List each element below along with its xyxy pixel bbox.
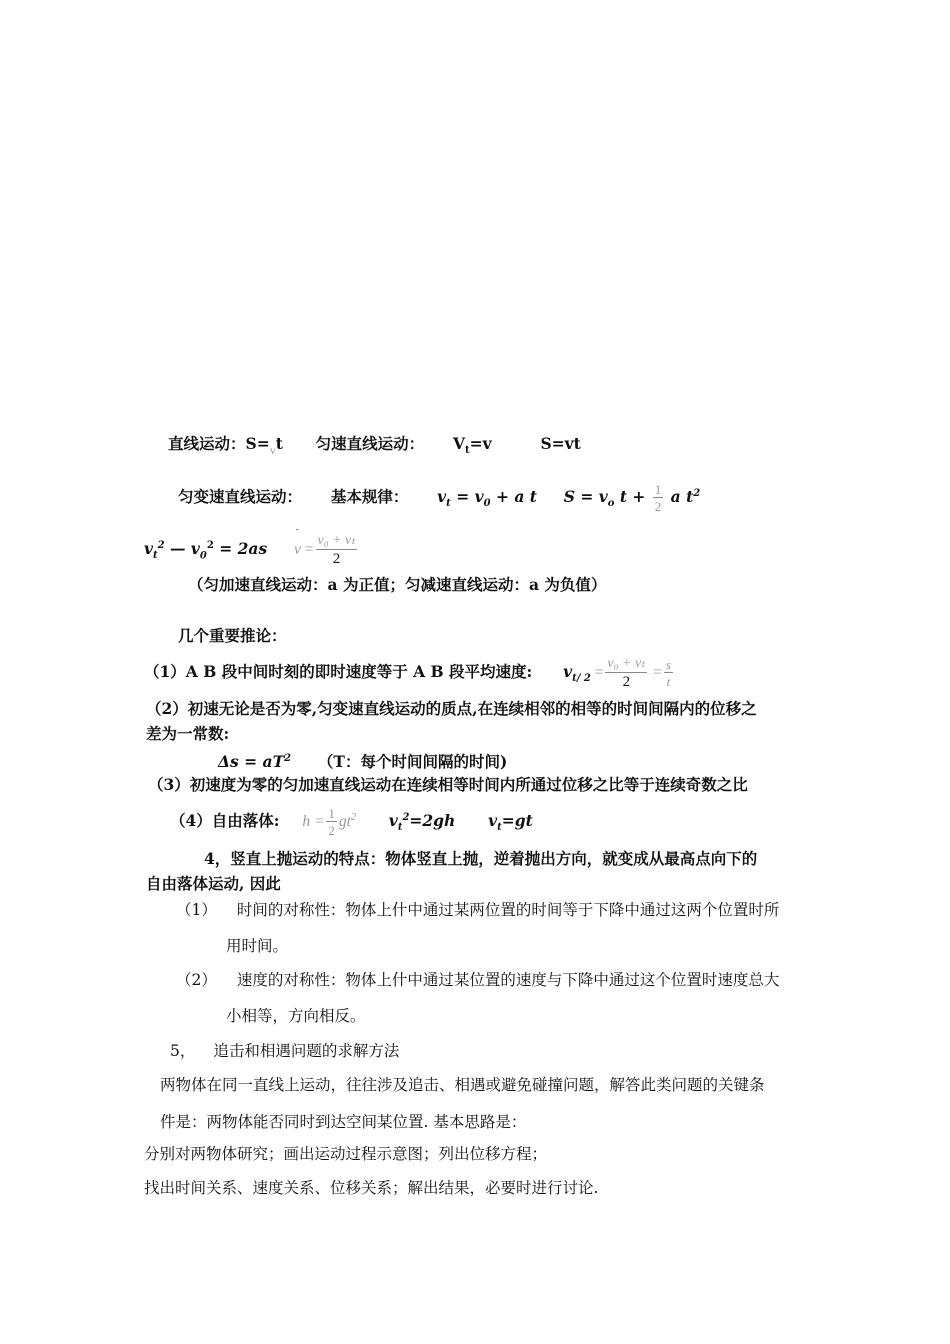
inferences-heading: 几个重要推论：: [178, 626, 287, 645]
linear-motion-label: 直线运动：S=: [168, 434, 270, 453]
formula-line-velocity-squared: $v_t^2$ — $v_0^2 = 2as$ v = $\frac{\text{v₀ + vₜ}}{2}$: [144, 532, 356, 567]
vertical-throw-line2: 自由落体运动, 因此: [146, 874, 281, 893]
inference-1: （1）A B 段中间时刻的即时速度等于 A B 段平均速度: $v_{t/ 2}$ = $\frac{\text{v₀ + vₜ}}{2}$ = $\frac{s}{t}$: [144, 655, 671, 690]
formula-line-basic-laws: 匀变速直线运动： 基本规律： $v_t = v_0 + a$ t $S = v_o$ t + $\frac{1}{2}$ a $t^2$: [178, 482, 701, 515]
time-symmetry-item-cont: 用时间。: [226, 937, 289, 955]
formula-line-uniform-motion: 直线运动：$S=_vt$ 匀速直线运动： $V_t=v$ S=vt: [168, 434, 581, 457]
midtime-velocity-fraction: $\frac{\text{v₀ + vₜ}}{2}$: [607, 655, 646, 690]
uniform-distance-formula: S=vt: [540, 434, 581, 453]
inference-3: （3）初速度为零的匀加速直线运动在连续相等时间内所通过位移之比等于连续奇数之比: [148, 775, 748, 794]
chase-paragraph-line4: 找出时间关系、速度关系、位移关系；解出结果，必要时进行讨论.: [144, 1179, 599, 1197]
inference-4-free-fall: （4）自由落体: h = $\frac{1}{2}$ $gt^2$ $v_t^2=2gh$ $v_t=gt$: [170, 806, 533, 839]
delta-s-formula: $\Delta s = aT^2$ （T：每个时间间隔的时间): [218, 752, 508, 772]
basic-laws-label: 基本规律：: [330, 487, 409, 507]
chase-paragraph-line2: 件是：两物体能否同时到达空间某位置. 基本思路是：: [160, 1113, 527, 1131]
chase-paragraph-line1: 两物体在同一直线上运动，往往涉及追击、相遇或避免碰撞问题，解答此类问题的关键条: [160, 1076, 765, 1094]
s-over-t-fraction: $\frac{s}{t}$: [665, 657, 671, 689]
fraction-one-half: $\frac{1}{2}$: [654, 482, 662, 515]
average-velocity-fraction: $\frac{\text{v₀ + vₜ}}{2}$: [317, 532, 356, 567]
vertical-throw-line1: 4，竖直上抛运动的特点：物体竖直上抛，逆着抛出方向，就变成从最高点向下的: [204, 849, 758, 868]
inference-2-line2: 差为一常数:: [146, 724, 230, 743]
inference-2-line1: （2）初速无论是否为零,匀变速直线运动的质点,在连续相邻的相等的时间间隔内的位移之: [146, 699, 757, 718]
chase-section-heading: 5， 追击和相遇问题的求解方法: [170, 1042, 400, 1060]
variable-motion-label: 匀变速直线运动：: [178, 487, 303, 507]
time-symmetry-item: （1） 时间的对称性：物体上什中通过某两位置的时间等于下降中通过这两个位置时所: [176, 901, 780, 919]
acceleration-sign-note: （匀加速直线运动：a 为正值；匀减速直线运动：a 为负值）: [188, 575, 607, 594]
average-velocity-symbol: v: [294, 532, 301, 568]
chase-paragraph-line3: 分别对两物体研究；画出运动过程示意图；列出位移方程；: [144, 1145, 548, 1163]
uniform-motion-label: 匀速直线运动：: [315, 434, 425, 453]
velocity-symmetry-item: （2） 速度的对称性：物体上什中通过某位置的速度与下降中通过这个位置时速度总大: [176, 971, 780, 989]
velocity-symmetry-item-cont: 小相等，方向相反。: [226, 1007, 366, 1025]
